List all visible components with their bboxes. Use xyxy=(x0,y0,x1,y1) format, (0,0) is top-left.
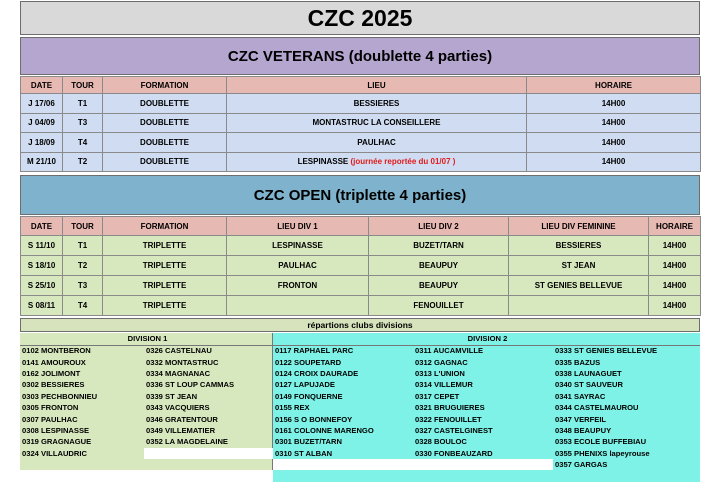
date-cell: J 18/09 xyxy=(21,133,63,153)
list-item: 0357 GARGAS xyxy=(555,460,608,470)
veterans-table xyxy=(20,76,701,172)
lieu-cell xyxy=(227,113,527,133)
list-item: 0346 GRATENTOUR xyxy=(146,414,218,424)
list-item: 0338 LAUNAGUET xyxy=(555,368,622,378)
list-item: 0127 LAPUJADE xyxy=(275,380,335,390)
table-row xyxy=(21,152,701,172)
col-header-horaire: HORAIRE xyxy=(527,77,701,94)
tour-cell: T2 xyxy=(63,152,103,172)
div1-cell: PAULHAC xyxy=(227,256,369,276)
feminine-cell: BESSIERES xyxy=(509,236,649,256)
list-item: 0355 PHENIXS lapeyrouse xyxy=(555,448,650,458)
veterans-banner: CZC VETERANS (doublette 4 parties) xyxy=(20,37,700,75)
list-item: 0353 ECOLE BUFFEBIAU xyxy=(555,437,647,447)
date-cell: J 04/09 xyxy=(21,113,63,133)
page-title: CZC 2025 xyxy=(20,1,700,35)
table-row xyxy=(21,256,701,276)
horaire-cell: 14H00 xyxy=(649,256,701,276)
horaire-cell: 14H00 xyxy=(527,113,701,133)
date-cell: S 11/10 xyxy=(21,236,63,256)
col-header-lieu-div2: LIEU DIV 2 xyxy=(369,217,509,236)
list-item: 0301 BUZET/TARN xyxy=(275,437,342,447)
list-item: 0161 COLONNE MARENGO xyxy=(275,425,374,435)
open-table xyxy=(20,216,701,316)
postponed-note: (journée reportée du 01/07 ) xyxy=(350,157,456,167)
list-item: 0341 SAYRAC xyxy=(555,391,606,401)
lieu-text: PAULHAC xyxy=(357,137,396,147)
formation-cell: DOUBLETTE xyxy=(103,152,227,172)
div2-cell: BEAUPUY xyxy=(369,256,509,276)
list-item: 0312 GAGNAC xyxy=(415,357,468,367)
table-row xyxy=(21,94,701,114)
division1-block xyxy=(20,333,273,470)
horaire-cell: 14H00 xyxy=(649,276,701,296)
formation-cell: TRIPLETTE xyxy=(103,256,227,276)
lieu-cell xyxy=(227,133,527,153)
table-row xyxy=(21,113,701,133)
formation-cell: TRIPLETTE xyxy=(103,236,227,256)
tour-cell: T1 xyxy=(63,94,103,114)
date-cell: M 21/10 xyxy=(21,152,63,172)
list-item: 0335 BAZUS xyxy=(555,357,601,367)
repartition-title: répartions clubs divisions xyxy=(20,318,700,332)
list-item: 0162 JOLIMONT xyxy=(22,368,81,378)
col-header-lieu: LIEU xyxy=(227,77,527,94)
div1-cell: LESPINASSE xyxy=(227,236,369,256)
list-item: 0124 CROIX DAURADE xyxy=(275,368,359,378)
formation-cell: TRIPLETTE xyxy=(103,296,227,316)
list-item: 0348 BEAUPUY xyxy=(555,425,612,435)
horaire-cell: 14H00 xyxy=(649,236,701,256)
list-item: 0339 ST JEAN xyxy=(146,391,198,401)
list-item: 0149 FONQUERNE xyxy=(275,391,343,401)
list-item: 0327 CASTELGINEST xyxy=(415,425,493,435)
list-item: 0155 REX xyxy=(275,403,310,413)
div2-cell: FENOUILLET xyxy=(369,296,509,316)
list-item: 0302 BESSIERES xyxy=(22,380,85,390)
list-item: 0343 VACQUIERS xyxy=(146,403,210,413)
col-header-formation: FORMATION xyxy=(103,77,227,94)
col-header-date: DATE xyxy=(21,77,63,94)
list-item: 0334 MAGNANAC xyxy=(146,368,211,378)
formation-cell: DOUBLETTE xyxy=(103,94,227,114)
feminine-cell: ST GENIES BELLEVUE xyxy=(509,276,649,296)
date-cell: S 08/11 xyxy=(21,296,63,316)
horaire-cell: 14H00 xyxy=(527,94,701,114)
table-row xyxy=(21,276,701,296)
div1-cell xyxy=(227,296,369,316)
list-item: 0310 ST ALBAN xyxy=(275,448,333,458)
list-item: 0322 FENOUILLET xyxy=(415,414,482,424)
list-item: 0307 PAULHAC xyxy=(22,414,78,424)
col-header-formation: FORMATION xyxy=(103,217,227,236)
list-item: 0336 ST LOUP CAMMAS xyxy=(146,380,235,390)
lieu-text: BESSIERES xyxy=(353,98,400,108)
tour-cell: T3 xyxy=(63,113,103,133)
tour-cell: T2 xyxy=(63,256,103,276)
list-item: 0332 MONTASTRUC xyxy=(146,357,219,367)
list-item: 0349 VILLEMATIER xyxy=(146,425,216,435)
col-header-horaire: HORAIRE xyxy=(649,217,701,236)
table-row xyxy=(21,236,701,256)
table-row xyxy=(21,296,701,316)
lieu-text: MONTASTRUC LA CONSEILLERE xyxy=(312,118,441,128)
list-item: 0352 LA MAGDELAINE xyxy=(146,437,228,447)
list-item: 0324 VILLAUDRIC xyxy=(22,448,87,458)
formation-cell: DOUBLETTE xyxy=(103,113,227,133)
tour-cell: T1 xyxy=(63,236,103,256)
list-item: 0156 S O BONNEFOY xyxy=(275,414,353,424)
date-cell: S 18/10 xyxy=(21,256,63,276)
col-header-date: DATE xyxy=(21,217,63,236)
tour-cell: T4 xyxy=(63,133,103,153)
lieu-text: LESPINASSE xyxy=(297,157,349,167)
division2-title: DIVISION 2 xyxy=(273,333,700,345)
list-item: 0305 FRONTON xyxy=(22,403,79,413)
horaire-cell: 14H00 xyxy=(527,152,701,172)
list-item: 0340 ST SAUVEUR xyxy=(555,380,623,390)
tour-cell: T3 xyxy=(63,276,103,296)
list-item: 0330 FONBEAUZARD xyxy=(415,448,493,458)
table-row xyxy=(21,133,701,153)
div2-cell: BEAUPUY xyxy=(369,276,509,296)
list-item: 0303 PECHBONNIEU xyxy=(22,391,98,401)
formation-cell: DOUBLETTE xyxy=(103,133,227,153)
horaire-cell: 14H00 xyxy=(649,296,701,316)
div1-cell: FRONTON xyxy=(227,276,369,296)
lieu-cell xyxy=(227,94,527,114)
division1-title: DIVISION 1 xyxy=(20,333,273,345)
tour-cell: T4 xyxy=(63,296,103,316)
list-item: 0333 ST GENIES BELLEVUE xyxy=(555,346,658,356)
lieu-cell xyxy=(227,152,527,172)
col-header-tour: TOUR xyxy=(63,217,103,236)
list-item: 0319 GRAGNAGUE xyxy=(22,437,92,447)
division2-block xyxy=(273,333,700,482)
list-item: 0344 CASTELMAUROU xyxy=(555,403,639,413)
list-item: 0117 RAPHAEL PARC xyxy=(275,346,354,356)
open-banner: CZC OPEN (triplette 4 parties) xyxy=(20,175,700,215)
feminine-cell xyxy=(509,296,649,316)
list-item: 0102 MONTBERON xyxy=(22,346,91,356)
list-item: 0122 SOUPETARD xyxy=(275,357,342,367)
horaire-cell: 14H00 xyxy=(527,133,701,153)
list-item: 0141 AMOUROUX xyxy=(22,357,86,367)
col-header-lieu-div1: LIEU DIV 1 xyxy=(227,217,369,236)
list-item: 0317 CEPET xyxy=(415,391,460,401)
date-cell: S 25/10 xyxy=(21,276,63,296)
list-item: 0311 AUCAMVILLE xyxy=(415,346,484,356)
list-item: 0308 LESPINASSE xyxy=(22,425,90,435)
col-header-lieu-feminine: LIEU DIV FEMININE xyxy=(509,217,649,236)
div2-cell: BUZET/TARN xyxy=(369,236,509,256)
list-item: 0321 BRUGUIERES xyxy=(415,403,485,413)
list-item: 0328 BOULOC xyxy=(415,437,467,447)
formation-cell: TRIPLETTE xyxy=(103,276,227,296)
list-item: 0313 L'UNION xyxy=(415,368,465,378)
date-cell: J 17/06 xyxy=(21,94,63,114)
col-header-tour: TOUR xyxy=(63,77,103,94)
feminine-cell: ST JEAN xyxy=(509,256,649,276)
list-item: 0347 VERFEIL xyxy=(555,414,607,424)
list-item: 0314 VILLEMUR xyxy=(415,380,473,390)
list-item: 0326 CASTELNAU xyxy=(146,346,212,356)
